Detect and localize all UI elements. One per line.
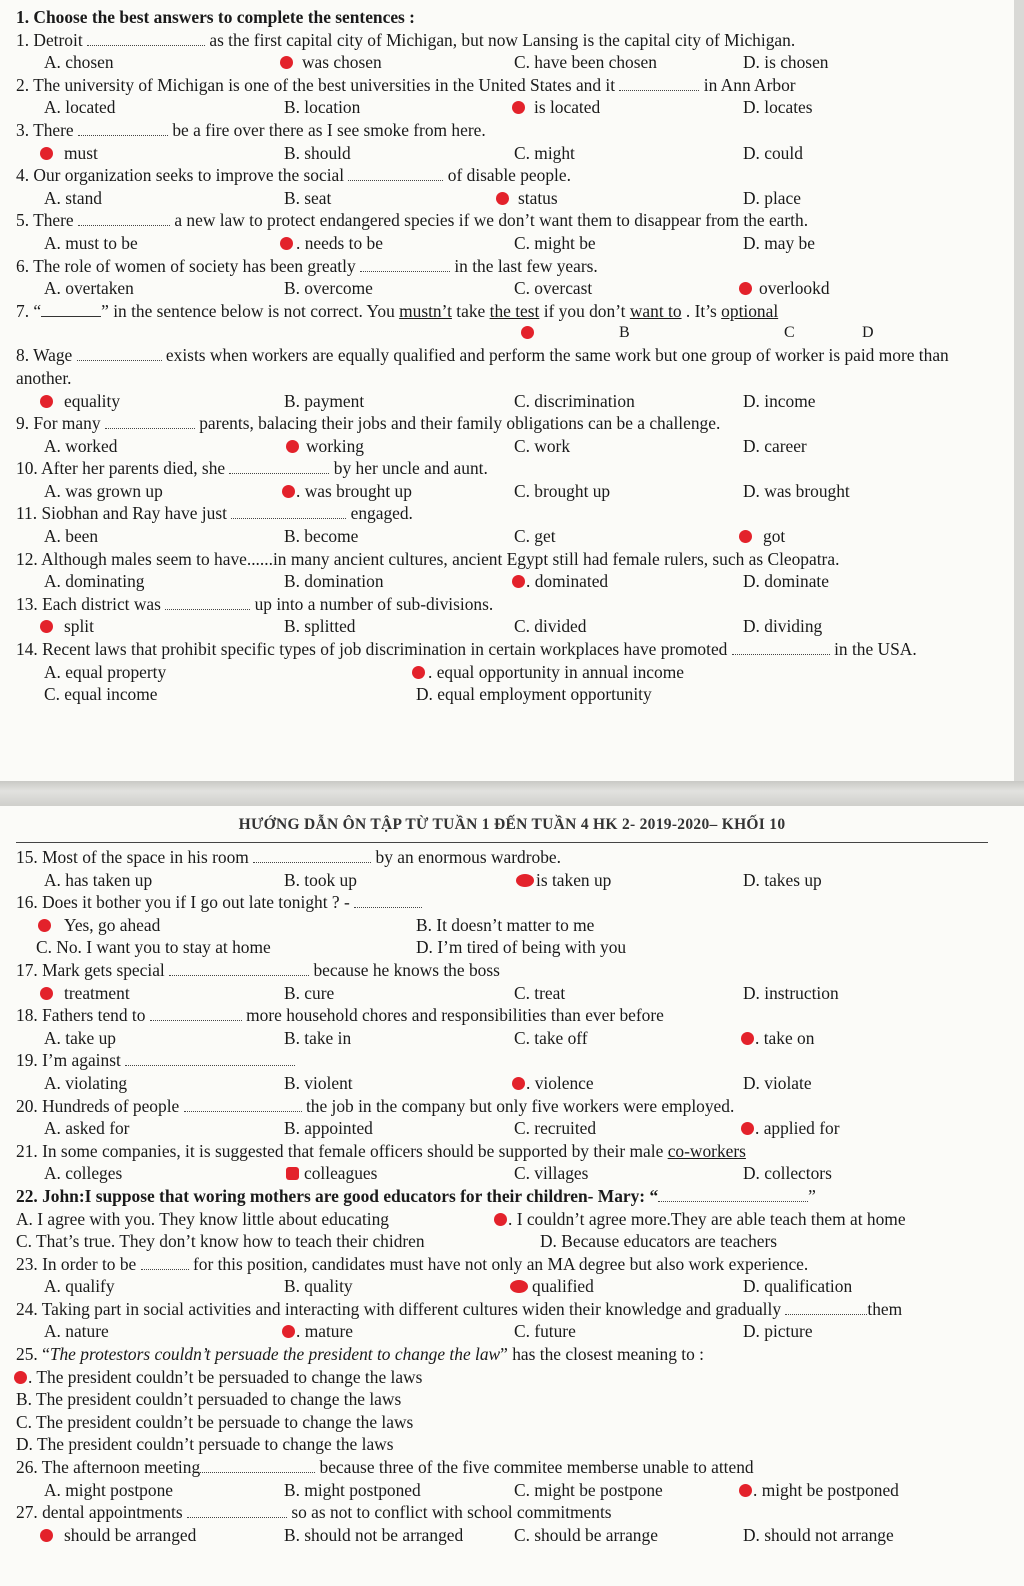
option-c[interactable]: C. treat [514, 982, 566, 1003]
question-16-options-row-1 [16, 914, 988, 937]
option-a[interactable]: A. been [44, 526, 99, 547]
option-b[interactable]: B. appointed [284, 1118, 373, 1139]
option-d[interactable]: D. I’m tired of being with you [416, 937, 627, 958]
question-27-options [16, 1524, 988, 1547]
question-15: 15. Most of the space in his room by an enormous wardrobe. [16, 847, 561, 867]
question-24: 24. Taking part in social activities and interacting with different cultures widen their knowledge and gradually them [16, 1298, 903, 1319]
option-a-selected[interactable]: . The president couldn’t be persuaded to change the laws [16, 1366, 422, 1389]
option-a[interactable]: A. qualify [44, 1276, 115, 1297]
letter-d[interactable]: D [862, 324, 874, 342]
option-c[interactable]: C. have been chosen [514, 52, 657, 73]
option-b[interactable]: B. took up [284, 869, 357, 890]
option-d[interactable]: D. should not arrange [743, 1524, 894, 1545]
question-25-option-d [16, 1433, 988, 1456]
answer-mark-icon [739, 1484, 752, 1497]
option-a[interactable]: A. has taken up [44, 869, 153, 890]
option-b-selected[interactable]: . equal opportunity in annual income [416, 661, 684, 684]
option-c-selected[interactable]: status [514, 187, 558, 210]
option-b-selected[interactable]: . mature [284, 1320, 353, 1343]
question-8-options [16, 390, 980, 413]
answer-mark-icon [412, 666, 425, 679]
option-b[interactable]: B. splitted [284, 616, 356, 637]
option-d[interactable]: D. could [743, 142, 803, 163]
option-b[interactable]: B. seat [284, 187, 332, 208]
option-b[interactable]: B. quality [284, 1276, 353, 1297]
option-d[interactable]: D. locates [743, 97, 813, 118]
question-20: 20. Hundreds of people the job in the company but only five workers were employed. [16, 1095, 735, 1116]
question-25-option-b [16, 1388, 988, 1411]
answer-mark-icon [40, 147, 53, 160]
option-c[interactable]: C. should be arrange [514, 1524, 658, 1545]
question-13: 13. Each district was up into a number of sub-divisions. [16, 593, 494, 614]
worksheet-page-2 [0, 806, 1024, 1586]
option-b-selected[interactable]: working [284, 435, 364, 458]
question-23-options [16, 1275, 988, 1298]
option-b[interactable]: B. violent [284, 1072, 353, 1093]
question-7-letters [16, 322, 980, 342]
answer-mark-icon [40, 395, 53, 408]
option-a[interactable]: A. equal property [44, 661, 167, 682]
option-c[interactable]: C. work [514, 435, 571, 456]
option-d[interactable]: D. equal employment opportunity [416, 684, 652, 705]
option-d[interactable]: D. is chosen [743, 52, 829, 73]
question-3-options [16, 142, 980, 165]
option-b[interactable]: B. take in [284, 1027, 352, 1048]
answer-mark-icon [739, 530, 752, 543]
answer-mark-icon [40, 987, 53, 1000]
option-d[interactable]: D. income [743, 390, 816, 411]
option-b[interactable]: B. It doesn’t matter to me [416, 914, 595, 935]
option-a[interactable]: A. colleges [44, 1163, 123, 1184]
option-c-selected[interactable]: is taken up [514, 869, 611, 892]
question-17: 17. Mark gets special because he knows the boss [16, 959, 500, 980]
option-d-selected[interactable]: overlookd [743, 277, 830, 300]
questions-15-27 [16, 846, 988, 1546]
page-header: HƯỚNG DẪN ÔN TẬP TỪ TUẦN 1 ĐẾN TUẦN 4 HK 2- 2019-2020– KHỐI 10 [238, 816, 786, 833]
question-19-options [16, 1072, 988, 1095]
question-16-options-row-2 [16, 936, 988, 959]
option-b[interactable]: B. The president couldn’t persuaded to change the laws [16, 1389, 402, 1410]
option-d[interactable]: D. picture [743, 1321, 813, 1342]
answer-mark-icon [286, 1167, 299, 1180]
option-c[interactable]: C. That’s true. They don’t know how to teach their chidren [16, 1231, 425, 1252]
option-c[interactable]: C. might [514, 142, 575, 163]
option-b[interactable]: B. should not be arranged [284, 1524, 464, 1545]
option-d[interactable]: D. instruction [743, 982, 839, 1003]
option-d[interactable]: D. qualification [743, 1276, 853, 1297]
answer-mark-icon [282, 485, 295, 498]
option-c[interactable]: C. overcast [514, 278, 593, 299]
option-a[interactable]: A. might postpone [44, 1479, 173, 1500]
question-16: 16. Does it bother you if I go out late tonight ? - [16, 891, 988, 914]
question-4-options [16, 187, 980, 210]
option-b[interactable]: B. domination [284, 571, 384, 592]
option-a[interactable]: A. dominating [44, 571, 145, 592]
answer-mark-icon [40, 1529, 53, 1542]
page-gap [0, 781, 1024, 806]
option-c-selected[interactable]: . violence [514, 1072, 594, 1095]
answer-mark-icon [14, 1371, 27, 1384]
option-a[interactable]: A. must to be [44, 232, 138, 253]
option-b[interactable]: B. become [284, 526, 359, 547]
question-25-option-c [16, 1411, 988, 1434]
question-2: 2. The university of Michigan is one of the best universities in the United States and it in Ann Arbor [16, 74, 796, 95]
header-divider [16, 842, 988, 843]
option-a-selected[interactable]: Yes, go ahead [44, 914, 160, 937]
option-b-selected[interactable]: . needs to be [284, 232, 383, 255]
option-a-selected[interactable]: should be arranged [44, 1524, 196, 1547]
question-1: 1. Detroit as the first capital city of Michigan, but now Lansing is the capital city of Michigan. [16, 29, 796, 50]
option-b-selected[interactable]: colleagues [284, 1162, 377, 1185]
option-d[interactable]: D. may be [743, 232, 815, 253]
option-c-selected[interactable]: qualified [514, 1275, 594, 1298]
option-c[interactable]: C. No. I want you to stay at home [36, 937, 271, 958]
option-a-selected[interactable]: split [44, 615, 94, 638]
option-d-selected[interactable]: got [743, 525, 785, 548]
option-d-selected[interactable]: . might be postponed [743, 1479, 899, 1502]
question-22-options-row-2 [16, 1230, 988, 1253]
answer-mark-icon [521, 326, 534, 339]
option-c[interactable]: C. villages [514, 1163, 589, 1184]
option-a[interactable]: A. overtaken [44, 278, 134, 299]
question-22: 22. John:I suppose that woring mothers are good educators for their children- Mary: “ ” [16, 1185, 816, 1206]
answer-mark-icon [280, 237, 293, 250]
question-7: 7. “ ” in the sentence below is not correct. You mustn’t take the test if you don’t want to . It’s optional [16, 300, 779, 321]
answer-mark-icon [516, 874, 534, 887]
option-b[interactable]: B. should [284, 142, 351, 163]
question-11-options [16, 525, 980, 548]
question-14-options-row-2 [16, 683, 980, 706]
option-a-selected[interactable]: equality [44, 390, 120, 413]
option-c[interactable]: C. brought up [514, 480, 611, 501]
answer-mark-icon [512, 1077, 525, 1090]
option-a[interactable]: A. violating [44, 1072, 128, 1093]
option-b[interactable]: B. location [284, 97, 361, 118]
option-c[interactable]: C. divided [514, 616, 587, 637]
question-3: 3. There be a fire over there as I see smoke from here. [16, 119, 486, 140]
option-b-selected[interactable]: was chosen [284, 51, 382, 74]
option-a[interactable]: A. nature [44, 1321, 109, 1342]
option-c[interactable]: C. equal income [44, 684, 158, 705]
question-6: 6. The role of women of society has been greatly in the last few years. [16, 255, 598, 276]
option-a[interactable]: A. stand [44, 187, 102, 208]
option-d[interactable]: D. The president couldn’t persuade to change the laws [16, 1434, 394, 1455]
option-d[interactable]: D. dividing [743, 616, 823, 637]
question-25: 25. “The protestors couldn’t persuade the president to change the law” has the closest meaning to : [16, 1344, 704, 1365]
option-a[interactable]: A. asked for [44, 1118, 130, 1139]
option-c[interactable]: C. discrimination [514, 390, 635, 411]
question-6-options [16, 277, 980, 300]
option-a-selected[interactable]: must [44, 142, 98, 165]
question-17-options [16, 982, 988, 1005]
question-14: 14. Recent laws that prohibit specific types of job discrimination in certain workplaces have promoted in the USA. [16, 639, 917, 660]
option-a[interactable]: A. take up [44, 1027, 116, 1048]
option-d[interactable]: D. career [743, 435, 807, 456]
question-19: 19. I’m against [16, 1049, 988, 1072]
option-b[interactable]: B. cure [284, 982, 335, 1003]
option-a[interactable]: A. I agree with you. They know little about educating [16, 1208, 389, 1229]
question-13-options [16, 615, 980, 638]
option-d[interactable]: D. violate [743, 1072, 812, 1093]
question-15-options [16, 869, 988, 892]
question-2-options [16, 96, 980, 119]
question-12: 12. Although males seem to have......in many ancient cultures, ancient Egypt still had female rulers, such as Cleopatra. [16, 548, 840, 569]
question-10-options [16, 480, 980, 503]
question-24-options [16, 1320, 988, 1343]
question-23: 23. In order to be for this position, candidates must have not only an MA degree but also work experience. [16, 1253, 809, 1274]
option-c[interactable]: C. recruited [514, 1118, 597, 1139]
option-d[interactable]: D. Because educators are teachers [540, 1231, 778, 1252]
option-c[interactable]: C. might be [514, 232, 596, 253]
question-5-options [16, 232, 980, 255]
option-d[interactable]: D. collectors [743, 1163, 832, 1184]
option-d[interactable]: D. place [743, 187, 801, 208]
question-18-options [16, 1027, 988, 1050]
option-a[interactable]: A. chosen [44, 52, 114, 73]
question-8: 8. Wage exists when workers are equally qualified and perform the same work but one group of worker is paid more than another. [16, 345, 949, 388]
question-18: 18. Fathers tend to more household chores and responsibilities than ever before [16, 1005, 664, 1026]
option-b-selected[interactable]: . I couldn’t agree more.They are able teach them at home [498, 1208, 906, 1231]
option-c-selected[interactable]: is located [514, 96, 600, 119]
option-d[interactable]: D. dominate [743, 571, 829, 592]
letter-c[interactable]: C [784, 324, 795, 342]
question-4: 4. Our organization seeks to improve the social of disable people. [16, 165, 571, 186]
question-11: 11. Siobhan and Ray have just engaged. [16, 503, 413, 524]
option-b[interactable]: B. overcome [284, 278, 373, 299]
exercise-title: 1. Choose the best answers to complete the sentences : [16, 7, 415, 27]
option-d-selected[interactable]: . take on [743, 1027, 814, 1050]
option-c[interactable]: C. might be postpone [514, 1479, 663, 1500]
option-b[interactable]: B. might postponed [284, 1479, 421, 1500]
question-22-options-row-1 [16, 1208, 988, 1231]
option-d[interactable]: D. takes up [743, 869, 822, 890]
answer-mark-icon [494, 1213, 507, 1226]
option-a[interactable]: A. was grown up [44, 480, 163, 501]
question-20-options [16, 1117, 988, 1140]
question-9: 9. For many parents, balacing their jobs and their family obligations can be a challenge. [16, 413, 721, 434]
question-12-options [16, 570, 980, 593]
option-c[interactable]: C. The president couldn’t be persuade to change the laws [16, 1411, 414, 1432]
option-b-selected[interactable]: . was brought up [284, 480, 412, 503]
answer-mark-icon [741, 1032, 754, 1045]
letter-b[interactable]: B [619, 324, 630, 342]
option-d-selected[interactable]: . applied for [743, 1117, 840, 1140]
question-10: 10. After her parents died, she by her uncle and aunt. [16, 458, 488, 479]
option-c[interactable]: C. future [514, 1321, 576, 1342]
option-c-selected[interactable]: . dominated [514, 570, 608, 593]
option-a-selected[interactable]: treatment [44, 982, 130, 1005]
option-a[interactable]: A. located [44, 97, 116, 118]
option-c[interactable]: C. get [514, 526, 556, 547]
question-14-options-row-1 [16, 661, 980, 684]
question-25-option-a [16, 1366, 988, 1389]
answer-mark-icon [38, 919, 51, 932]
questions-1-14 [16, 6, 980, 706]
option-d[interactable]: D. was brought [743, 480, 850, 501]
question-27: 27. dental appointments so as not to conflict with school commitments [16, 1502, 612, 1523]
option-c[interactable]: C. take off [514, 1027, 588, 1048]
option-b[interactable]: B. payment [284, 390, 365, 411]
question-1-options [16, 51, 980, 74]
question-26: 26. The afternoon meeting because three of the five commitee memberse unable to attend [16, 1457, 754, 1478]
question-5: 5. There a new law to protect endangered species if we don’t want them to disappear from the earth. [16, 210, 809, 231]
question-21-options [16, 1162, 988, 1185]
question-21: 21. In some companies, it is suggested that female officers should be supported by their male co-workers [16, 1140, 746, 1161]
option-a[interactable]: A. worked [44, 435, 118, 456]
worksheet-page-1 [0, 0, 1014, 781]
answer-mark-icon [496, 192, 509, 205]
question-9-options [16, 435, 980, 458]
question-26-options [16, 1479, 988, 1502]
answer-mark-icon [286, 440, 299, 453]
